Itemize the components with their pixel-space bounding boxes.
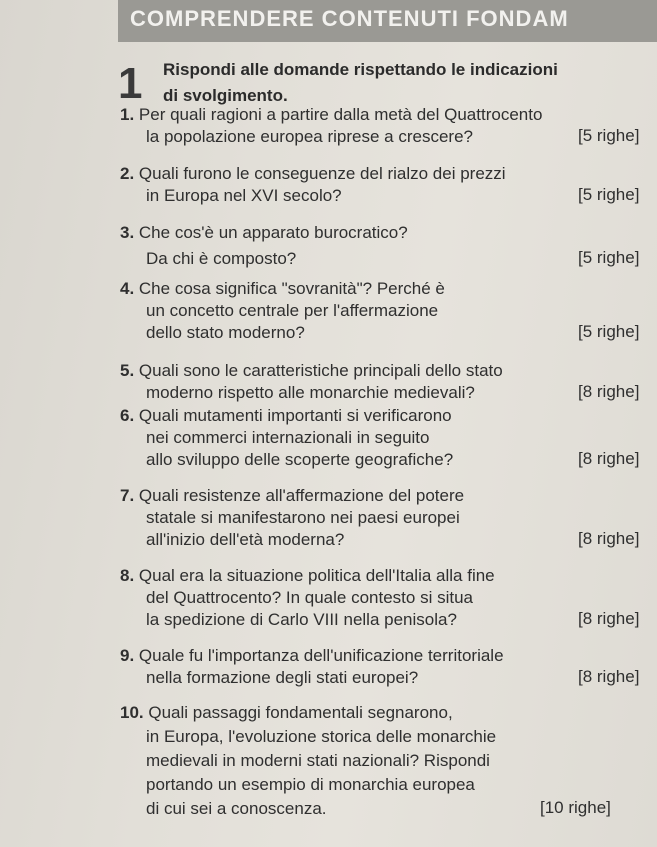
question-length-limit: [8 righe]	[578, 529, 640, 548]
question-text-line: all'inizio dell'età moderna?	[146, 530, 345, 549]
question-text-line: un concetto centrale per l'affermazione	[146, 301, 439, 320]
question-text-line: in Europa, l'evoluzione storica delle monarchie	[146, 727, 497, 746]
question-text: Quali sono le caratteristiche principali dello stato	[138, 361, 503, 380]
question-text: Quale fu l'importanza dell'unificazione territoriale	[138, 646, 504, 665]
question-text-line: nella formazione degli stati europei?	[146, 668, 419, 687]
question-item	[120, 565, 495, 631]
question-text-line: del Quattrocento? In quale contesto si situa	[146, 588, 473, 607]
question-text: Che cosa significa "sovranità"? Perché è	[138, 279, 445, 298]
question-text-line: nei commerci internazionali in seguito	[146, 428, 430, 447]
question-number: 9.	[120, 646, 139, 665]
question-item	[120, 405, 453, 471]
question-number: 7.	[120, 486, 139, 505]
question-text-line: dello stato moderno?	[146, 323, 305, 342]
question-length-limit: [5 righe]	[578, 322, 640, 341]
question-text-line	[120, 405, 453, 427]
question-number: 2.	[120, 164, 139, 183]
question-length-limit: [5 righe]	[578, 126, 640, 145]
question-length-limit: [5 righe]	[578, 185, 640, 204]
section-header-title: COMPRENDERE CONTENUTI FONDAM	[130, 6, 569, 31]
question-text-line: statale si manifestarono nei paesi europei	[146, 508, 460, 527]
question-text: Che cos'è un apparato burocratico?	[138, 223, 408, 242]
question-text: Quali furono le conseguenze del rialzo dei prezzi	[138, 164, 506, 183]
question-length-limit: [5 righe]	[578, 248, 640, 267]
question-item	[120, 278, 445, 344]
question-number: 5.	[120, 361, 139, 380]
question-number: 3.	[120, 223, 139, 242]
question-text: Quali mutamenti importanti si verificarono	[138, 406, 452, 425]
question-text-line: moderno rispetto alle monarchie medievali?	[146, 383, 475, 402]
question-text-line: medievali in moderni stati nazionali? Rispondi	[146, 751, 490, 770]
question-item	[120, 104, 542, 148]
question-text-line	[120, 702, 496, 726]
question-text-line	[120, 360, 503, 382]
question-text-line: la popolazione europea riprese a crescere?	[146, 127, 473, 146]
instruction-line-2: di svolgimento.	[163, 86, 288, 105]
question-item	[120, 645, 504, 689]
question-item	[120, 222, 408, 274]
question-text-line	[120, 222, 408, 248]
question-text-line	[120, 104, 542, 126]
question-number: 10.	[120, 703, 149, 722]
question-text-line: Da chi è composto?	[146, 249, 297, 268]
question-number: 8.	[120, 566, 139, 585]
question-number: 6.	[120, 406, 139, 425]
question-item	[120, 702, 496, 822]
instruction-line-1: Rispondi alle domande rispettando le indicazioni	[163, 60, 558, 79]
question-text: Per quali ragioni a partire dalla metà del Quattrocento	[138, 105, 543, 124]
question-text-line	[120, 278, 445, 300]
question-text-line	[120, 163, 506, 185]
question-text-line: in Europa nel XVI secolo?	[146, 186, 342, 205]
section-number: 1	[118, 59, 143, 108]
question-text-line: di cui sei a conoscenza.	[146, 799, 327, 818]
question-length-limit: [10 righe]	[540, 798, 611, 817]
question-text-line	[120, 645, 504, 667]
question-item	[120, 163, 506, 207]
question-length-limit: [8 righe]	[578, 667, 640, 686]
question-text-line	[120, 485, 464, 507]
question-length-limit: [8 righe]	[578, 609, 640, 628]
question-text-line: portando un esempio di monarchia europea	[146, 775, 475, 794]
question-text-line	[120, 565, 495, 587]
question-text-line: allo sviluppo delle scoperte geografiche?	[146, 450, 454, 469]
question-text: Qual era la situazione politica dell'Italia alla fine	[138, 566, 495, 585]
question-item	[120, 360, 503, 404]
question-number: 1.	[120, 105, 139, 124]
question-text: Quali passaggi fondamentali segnarono,	[148, 703, 453, 722]
question-number: 4.	[120, 279, 139, 298]
question-text: Quali resistenze all'affermazione del potere	[138, 486, 465, 505]
question-item	[120, 485, 464, 551]
question-length-limit: [8 righe]	[578, 449, 640, 468]
question-length-limit: [8 righe]	[578, 382, 640, 401]
question-text-line: la spedizione di Carlo VIII nella penisola?	[146, 610, 457, 629]
